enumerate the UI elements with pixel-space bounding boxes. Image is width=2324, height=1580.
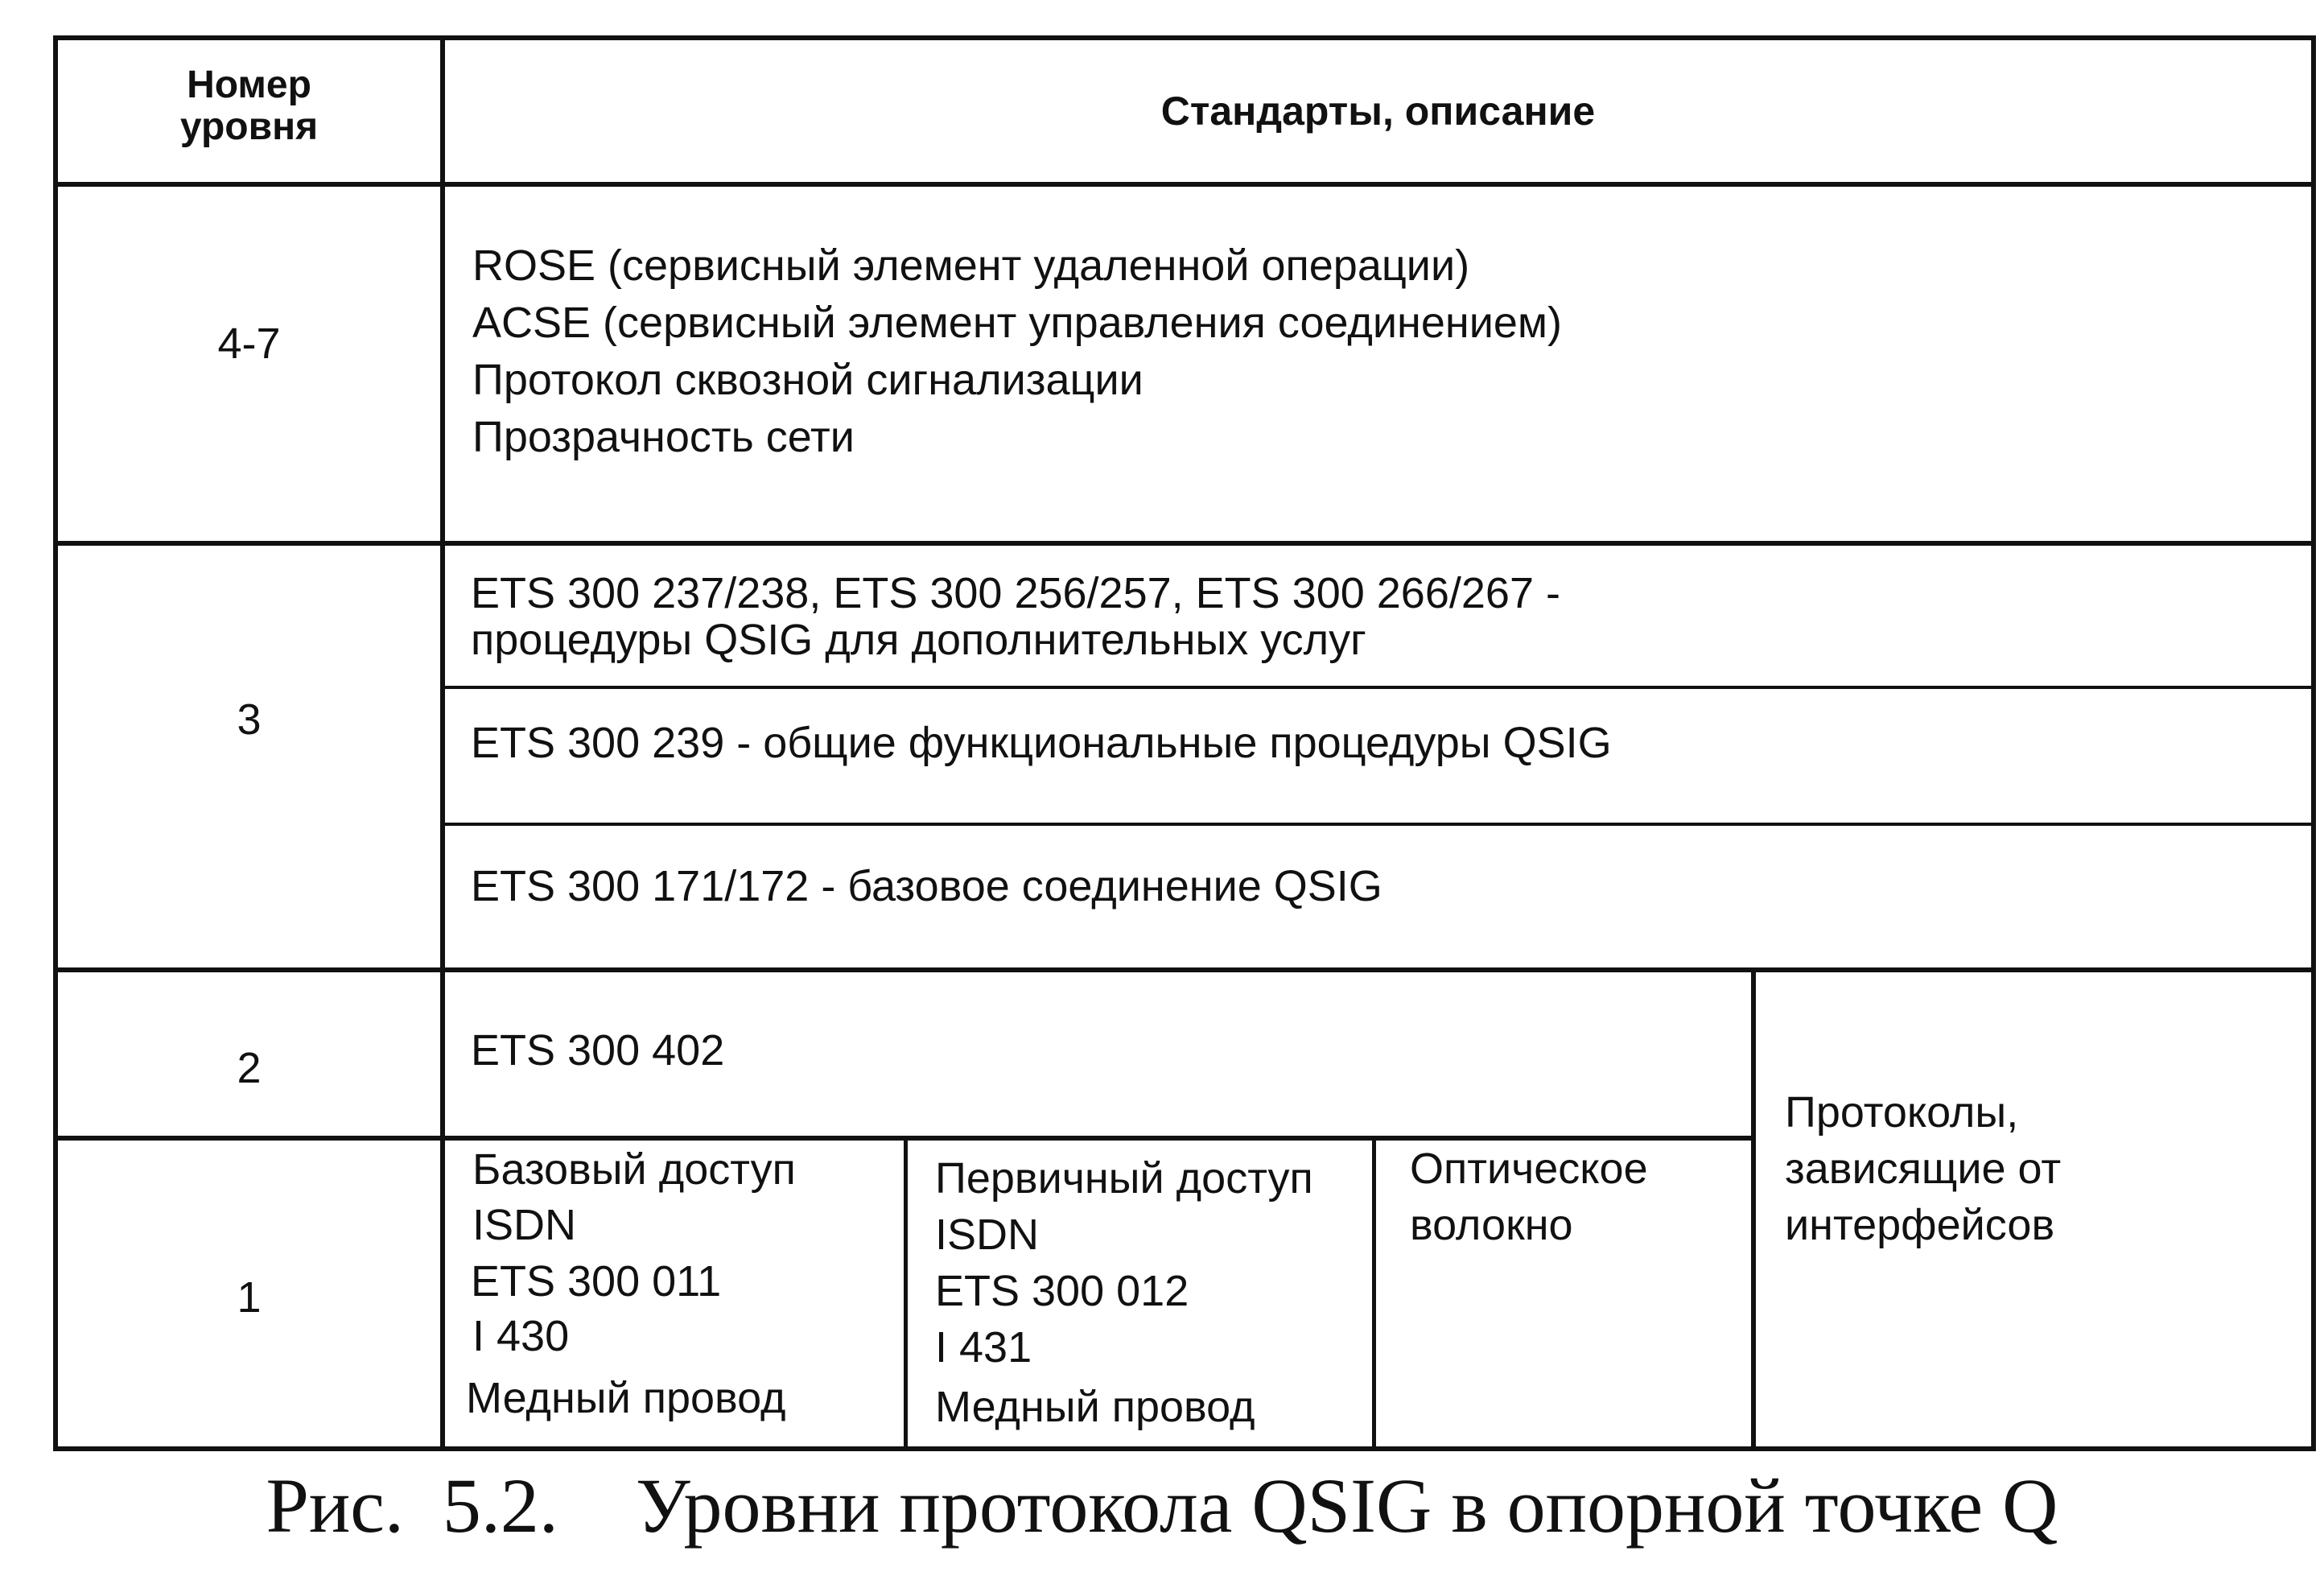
l3-basic-cell [445, 826, 2311, 967]
level-4-7-standards-cell [445, 187, 2311, 541]
primary-access-line4: I 431 [935, 1323, 1032, 1372]
l3-basic-line: ETS 300 171/172 - базовое соединение QSIG [471, 862, 1382, 910]
level-3-number: 3 [237, 695, 262, 744]
optical-fiber-line1: Оптическое [1410, 1145, 1648, 1193]
header-level-label-line1: Номер [187, 64, 311, 106]
basic-access-line1: Базовый доступ [472, 1145, 796, 1194]
primary-access-line3: ETS 300 012 [935, 1267, 1189, 1315]
interface-dependent-line1: Протоколы, [1785, 1088, 2019, 1137]
optical-fiber-line2: волокно [1410, 1201, 1573, 1249]
acse-line: ACSE (сервисный элемент управления соединением) [472, 299, 1563, 347]
primary-access-line2: ISDN [935, 1211, 1040, 1259]
level-4-7-number: 4-7 [217, 320, 281, 368]
l3-supplementary-line2: процедуры QSIG для дополнительных услуг [471, 616, 1366, 664]
optical-fiber-cell [1376, 1141, 1751, 1446]
basic-access-line2: ISDN [472, 1201, 577, 1249]
level-3-cell [58, 546, 440, 967]
l3-supplementary-cell [445, 546, 2311, 686]
figure-caption: Рис. 5.2. Уровни протокола QSIG в опорной точке Q [266, 1462, 2058, 1549]
level-2-standard-cell [445, 972, 1751, 1136]
basic-access-line3: ETS 300 011 [471, 1257, 722, 1306]
primary-access-line5: Медный провод [935, 1383, 1255, 1431]
interface-dependent-cell [1756, 972, 2311, 1446]
header-level-cell [58, 40, 440, 182]
l3-supplementary-line1: ETS 300 237/238, ETS 300 256/257, ETS 300 266/267 - [471, 569, 1560, 617]
interface-dependent-line2: зависящие от [1785, 1145, 2062, 1193]
level-2-number: 2 [237, 1044, 262, 1092]
level-4-7-cell [58, 187, 440, 541]
level-2-cell [58, 972, 440, 1136]
rose-line: ROSE (сервисный элемент удаленной операции) [472, 241, 1470, 290]
border-right [2311, 35, 2316, 1451]
primary-access-line1: Первичный доступ [935, 1154, 1313, 1203]
l3-generic-cell [445, 689, 2311, 823]
network-transparency-line: Прозрачность сети [472, 413, 855, 461]
basic-access-line4: I 430 [472, 1312, 570, 1360]
header-standards-cell [445, 40, 2311, 182]
border-bottom [53, 1446, 2316, 1451]
header-standards-label: Стандарты, описание [1160, 89, 1596, 134]
l3-generic-line: ETS 300 239 - общие функциональные процедуры QSIG [471, 719, 1612, 767]
basic-access-cell [445, 1141, 904, 1446]
level-2-standard: ETS 300 402 [471, 1026, 725, 1075]
level-1-cell [58, 1141, 440, 1446]
header-level-label-line2: уровня [179, 105, 319, 148]
end-to-end-signalling-line: Протокол сквозной сигнализации [472, 356, 1143, 404]
basic-access-line5: Медный провод [466, 1374, 786, 1422]
primary-access-cell [908, 1141, 1372, 1446]
level-1-number: 1 [237, 1273, 262, 1322]
interface-dependent-line3: интерфейсов [1785, 1201, 2055, 1249]
